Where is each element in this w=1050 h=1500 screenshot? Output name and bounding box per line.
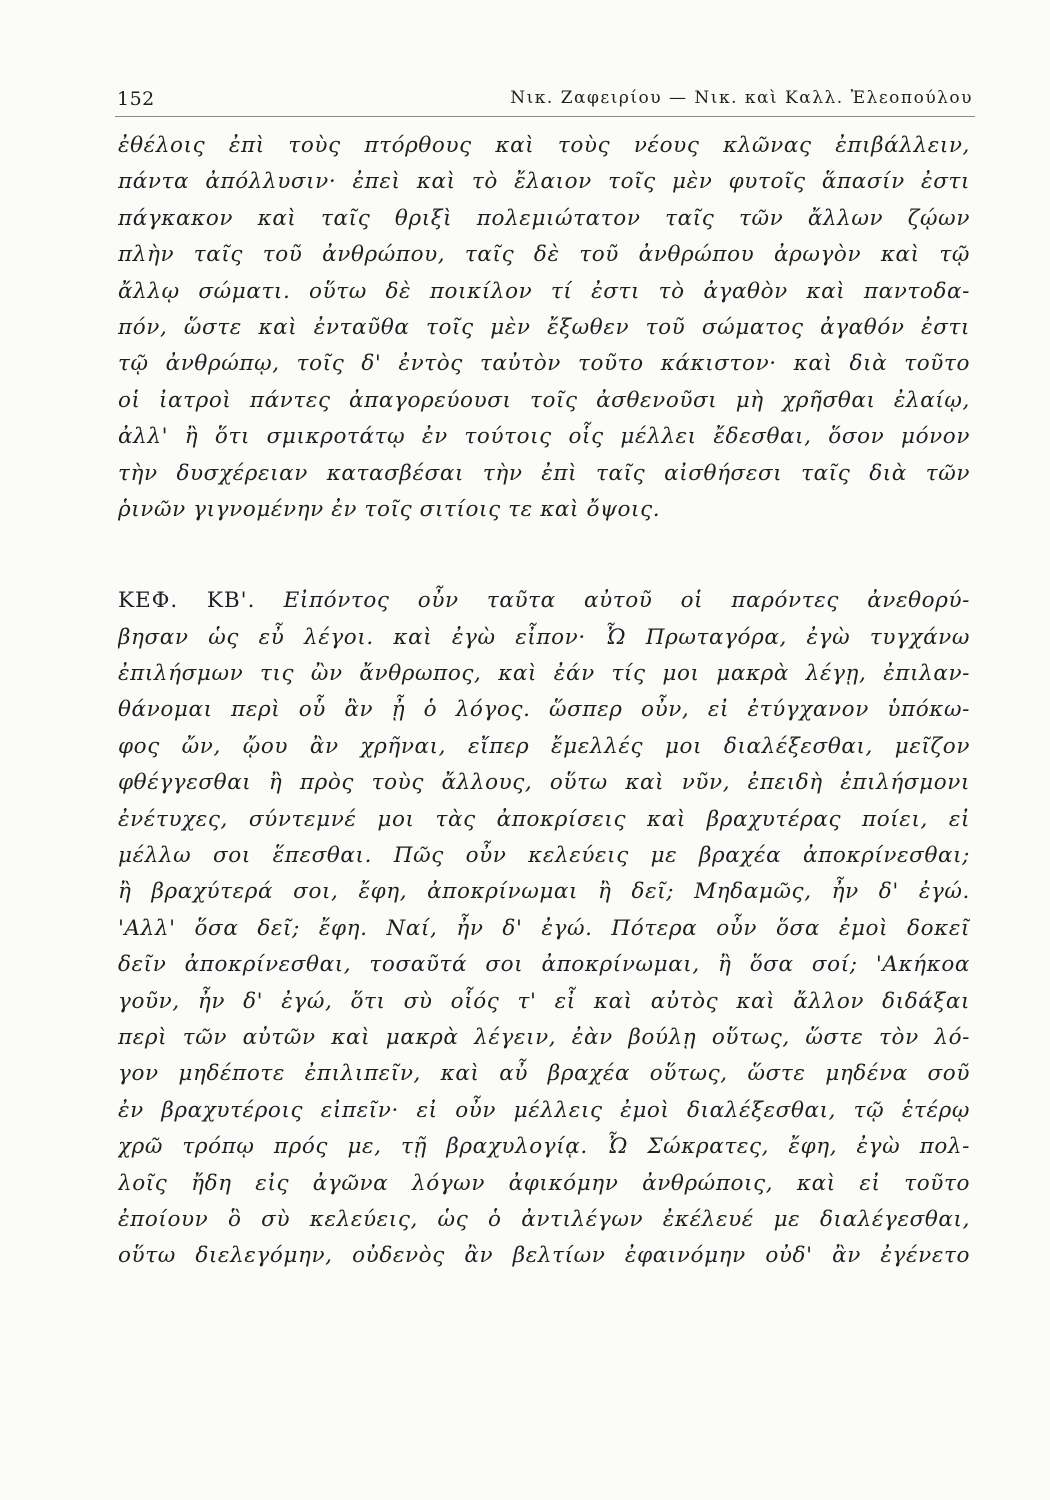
text-line: ἀλλ' ἢ ὅτι σμικροτάτῳ ἐν τούτοις οἷς μέλλει ἔδεσθαι, ὅσον μόνον	[118, 424, 970, 450]
text-line: τὴν δυσχέρειαν κατασβέσαι τὴν ἐπὶ ταῖς αἰσθήσεσι ταῖς διὰ τῶν	[118, 460, 970, 486]
text-line: μέλλω σοι ἕπεσθαι. Πῶς οὖν κελεύεις με βραχέα ἀποκρίνεσθαι;	[118, 843, 970, 869]
text-line: ἐπιλήσμων τις ὢν ἄνθρωπος, καὶ ἐάν τίς μοι μακρὰ λέγῃ, ἐπιλαν-	[118, 661, 970, 687]
text-line: πάντα ἀπόλλυσιν· ἐπεὶ καὶ τὸ ἔλαιον τοῖς μὲν φυτοῖς ἅπασίν ἐστι	[118, 169, 970, 195]
chapter-heading: ΚΕΦ. ΚΒ'.	[118, 588, 256, 614]
text-line: βησαν ὡς εὖ λέγοι. καὶ ἐγὼ εἶπον· Ὦ Πρωταγόρα, ἐγὼ τυγχάνω	[118, 624, 970, 650]
text-line: ἐν βραχυτέροις εἰπεῖν· εἰ οὖν μέλλεις ἐμοὶ διαλέξεσθαι, τῷ ἑτέρῳ	[118, 1097, 970, 1123]
page-header	[115, 82, 975, 117]
text-line: ἐνέτυχες, σύντεμνέ μοι τὰς ἀποκρίσεις καὶ βραχυτέρας ποίει, εἰ	[118, 806, 970, 832]
paragraph-gap	[118, 528, 970, 583]
text-line: φθέγγεσθαι ἢ πρὸς τοὺς ἄλλους, οὕτω καὶ νῦν, ἐπειδὴ ἐπιλήσμονι	[118, 770, 970, 796]
text-line: χρῶ τρόπῳ πρός με, τῇ βραχυλογίᾳ. Ὦ Σώκρατες, ἔφη, ἐγὼ πολ-	[118, 1134, 970, 1160]
text-line: γοῦν, ἦν δ' ἐγώ, ὅτι σὺ οἷός τ' εἶ καὶ αὐτὸς καὶ ἄλλον διδάξαι	[118, 988, 970, 1014]
text-line: πόν, ὥστε καὶ ἐνταῦθα τοῖς μὲν ἔξωθεν τοῦ σώματος ἀγαθόν ἐστι	[118, 314, 970, 340]
text-line: ἐθέλοις ἐπὶ τοὺς πτόρθους καὶ τοὺς νέους κλῶνας ἐπιβάλλειν,	[118, 133, 970, 158]
text-line: οἱ ἰατροὶ πάντες ἀπαγορεύουσι τοῖς ἀσθενοῦσι μὴ χρῆσθαι ἐλαίῳ,	[118, 387, 970, 413]
chapter-first-line-text: Εἰπόντος οὖν ταῦτα αὐτοῦ οἱ παρόντες ἀνεθορύ-	[283, 588, 970, 614]
paragraph-1	[118, 128, 970, 528]
page-number: 152	[117, 88, 155, 110]
text-line: περὶ τῶν αὐτῶν καὶ μακρὰ λέγειν, ἐὰν βούλῃ οὕτως, ὥστε τὸν λό-	[118, 1024, 970, 1050]
text-line: γον μηδέποτε ἐπιλιπεῖν, καὶ αὖ βραχέα οὕτως, ὥστε μηδένα σοῦ	[118, 1061, 970, 1087]
chapter-first-line	[118, 583, 970, 619]
text-line: λοῖς ἤδη εἰς ἀγῶνα λόγων ἀφικόμην ἀνθρώποις, καὶ εἰ τοῦτο	[118, 1170, 970, 1196]
text-line: ἄλλῳ σώματι. οὕτω δὲ ποικίλον τί ἐστι τὸ ἀγαθὸν καὶ παντοδα-	[118, 278, 970, 304]
text-line: ἢ βραχύτερά σοι, ἔφη, ἀποκρίνωμαι ἢ δεῖ; Μηδαμῶς, ἦν δ' ἐγώ.	[118, 879, 970, 905]
text-line: ἐποίουν ὃ σὺ κελεύεις, ὡς ὁ ἀντιλέγων ἐκέλευέ με διαλέγεσθαι,	[118, 1206, 970, 1232]
text-line: 'Αλλ' ὅσα δεῖ; ἔφη. Ναί, ἦν δ' ἐγώ. Πότερα οὖν ὅσα ἐμοὶ δοκεῖ	[118, 915, 970, 941]
text-line: δεῖν ἀποκρίνεσθαι, τοσαῦτά σοι ἀποκρίνωμαι, ἢ ὅσα σοί; 'Ακήκοα	[118, 952, 970, 978]
text-line: πάγκακον καὶ ταῖς θριξὶ πολεμιώτατον ταῖς τῶν ἄλλων ζῴων	[118, 205, 970, 231]
paragraph-2	[118, 583, 970, 1274]
text-line: οὕτω διελεγόμην, οὐδενὸς ἂν βελτίων ἐφαινόμην οὐδ' ἂν ἐγένετο	[118, 1243, 970, 1269]
text-line: ῥινῶν γιγνομένην ἐν τοῖς σιτίοις τε καὶ ὄψοις.	[118, 496, 661, 522]
text-line: θάνομαι περὶ οὗ ἂν ᾖ ὁ λόγος. ὥσπερ οὖν, εἰ ἐτύγχανον ὑπόκω-	[118, 697, 970, 723]
text-line: φος ὤν, ᾤου ἂν χρῆναι, εἴπερ ἔμελλές μοι διαλέξεσθαι, μεῖζον	[118, 733, 970, 759]
text-line: πλὴν ταῖς τοῦ ἀνθρώπου, ταῖς δὲ τοῦ ἀνθρώπου ἀρωγὸν καὶ τῷ	[118, 242, 970, 268]
text-line: τῷ ἀνθρώπῳ, τοῖς δ' ἐντὸς ταὐτὸν τοῦτο κάκιστον· καὶ διὰ τοῦτο	[118, 351, 970, 377]
body-text	[118, 128, 970, 1275]
running-head: Νικ. Ζαφειρίου — Νικ. καὶ Καλλ. Ἐλεοπούλου	[510, 88, 973, 108]
